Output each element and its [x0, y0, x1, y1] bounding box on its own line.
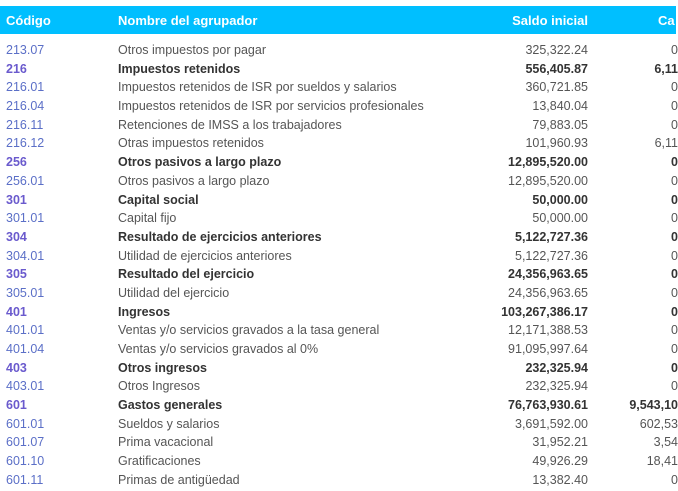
- row-saldo-inicial: 360,721.85: [525, 80, 588, 95]
- table-row[interactable]: [0, 210, 676, 229]
- row-name: Prima vacacional: [118, 435, 214, 450]
- row-code: 601.01: [6, 416, 45, 431]
- row-cargos: 0: [671, 472, 678, 487]
- row-code: 401.01: [6, 323, 45, 338]
- row-saldo-inicial: 5,122,727.36: [515, 229, 588, 244]
- row-saldo-inicial: 101,960.93: [525, 136, 588, 151]
- row-code: 305.01: [6, 285, 45, 300]
- row-name: Impuestos retenidos: [118, 61, 241, 76]
- row-cargos: 0: [671, 173, 678, 188]
- table-row[interactable]: [0, 416, 676, 435]
- row-code: 213.07: [6, 43, 45, 57]
- row-cargos: 0: [671, 248, 678, 263]
- row-name: Capital social: [118, 192, 199, 207]
- row-saldo-inicial: 24,356,963.65: [508, 285, 588, 300]
- row-code: 401: [6, 304, 27, 319]
- row-cargos: 18,41: [646, 454, 678, 469]
- row-saldo-inicial: 91,095,997.64: [508, 342, 588, 356]
- table-row[interactable]: [0, 98, 676, 117]
- column-header-nombre[interactable]: Nombre del agrupador: [118, 13, 258, 28]
- row-name: Gastos generales: [118, 398, 223, 413]
- table-row[interactable]: [0, 61, 676, 80]
- row-saldo-inicial: 556,405.87: [525, 61, 588, 76]
- row-cargos: 0: [671, 267, 678, 282]
- row-code: 301: [6, 192, 27, 207]
- table-row[interactable]: [0, 472, 676, 491]
- row-saldo-inicial: 31,952.21: [532, 435, 588, 450]
- row-saldo-inicial: 232,325.94: [525, 360, 588, 375]
- row-name: Ventas y/o servicios gravados a la tasa general: [118, 323, 380, 338]
- row-code: 601: [6, 398, 27, 413]
- row-saldo-inicial: 24,356,963.65: [508, 267, 588, 282]
- row-name: Gratificaciones: [118, 454, 201, 469]
- table-row[interactable]: [0, 79, 676, 98]
- table-row[interactable]: [0, 117, 676, 136]
- table-row[interactable]: [0, 453, 676, 472]
- row-name: Resultado del ejercicio: [118, 267, 255, 282]
- row-name: Otros Ingresos: [118, 379, 200, 394]
- row-name: Ingresos: [118, 304, 171, 319]
- row-code: 256: [6, 155, 27, 170]
- row-cargos: 0: [671, 379, 678, 394]
- table-row[interactable]: [0, 229, 676, 248]
- row-saldo-inicial: 3,691,592.00: [515, 416, 588, 431]
- row-cargos: 6,11: [654, 136, 678, 151]
- table-row[interactable]: [0, 378, 676, 397]
- row-code: 401.04: [6, 342, 45, 356]
- row-saldo-inicial: 13,840.04: [532, 99, 588, 114]
- row-saldo-inicial: 325,322.24: [525, 43, 588, 57]
- table-row[interactable]: [0, 266, 676, 285]
- row-name: Impuestos retenidos de ISR por servicios profesionales: [118, 99, 424, 114]
- row-cargos: 3,54: [653, 435, 678, 450]
- row-saldo-inicial: 49,926.29: [532, 454, 588, 469]
- row-name: Otros pasivos a largo plazo: [118, 173, 270, 188]
- row-cargos: 0: [671, 229, 678, 244]
- row-name: Sueldos y salarios: [118, 416, 220, 431]
- row-code: 304: [6, 229, 27, 244]
- row-saldo-inicial: 12,895,520.00: [508, 173, 588, 188]
- row-code: 304.01: [6, 248, 45, 263]
- row-name: Otros ingresos: [118, 360, 207, 375]
- table-row[interactable]: [0, 192, 676, 211]
- row-saldo-inicial: 13,382.40: [532, 472, 588, 487]
- row-name: Ventas y/o servicios gravados al 0%: [118, 342, 319, 356]
- row-name: Otras impuestos retenidos: [118, 136, 264, 151]
- table-row[interactable]: [0, 397, 676, 416]
- row-cargos: 0: [671, 99, 678, 114]
- row-saldo-inicial: 79,883.05: [532, 117, 588, 132]
- row-saldo-inicial: 76,763,930.61: [508, 398, 588, 413]
- table-body: [0, 42, 676, 491]
- table-row[interactable]: [0, 322, 676, 341]
- row-cargos: 9,543,10: [629, 398, 678, 413]
- row-name: Capital fijo: [118, 211, 177, 226]
- row-cargos: 6,11: [654, 61, 678, 76]
- table-row[interactable]: [0, 360, 676, 379]
- row-name: Primas de antigüedad: [118, 472, 240, 487]
- row-cargos: 0: [671, 360, 678, 375]
- row-name: Otros pasivos a largo plazo: [118, 155, 282, 170]
- row-cargos: 0: [671, 155, 678, 170]
- table-row[interactable]: [0, 285, 676, 304]
- table-row[interactable]: [0, 341, 676, 360]
- row-cargos: 0: [671, 43, 678, 57]
- row-name: Impuestos retenidos de ISR por sueldos y salarios: [118, 80, 397, 95]
- row-cargos: 0: [671, 342, 678, 356]
- row-code: 216.12: [6, 136, 45, 151]
- row-code: 403.01: [6, 379, 45, 394]
- column-header-cargos[interactable]: Ca: [658, 13, 675, 28]
- row-code: 601.07: [6, 435, 45, 450]
- table-row[interactable]: [0, 135, 676, 154]
- row-name: Utilidad del ejercicio: [118, 285, 230, 300]
- table-row[interactable]: [0, 304, 676, 323]
- row-cargos: 0: [671, 117, 678, 132]
- row-saldo-inicial: 12,171,388.53: [508, 323, 588, 338]
- row-code: 216: [6, 61, 27, 76]
- row-code: 601.10: [6, 454, 45, 469]
- column-header-saldo-inicial[interactable]: Saldo inicial: [512, 13, 588, 28]
- row-cargos: 0: [671, 304, 678, 319]
- row-cargos: 602,53: [639, 416, 678, 431]
- row-cargos: 0: [671, 192, 678, 207]
- row-name: Resultado de ejercicios anteriores: [118, 229, 322, 244]
- row-name: Retenciones de IMSS a los trabajadores: [118, 117, 342, 132]
- row-cargos: 0: [671, 285, 678, 300]
- row-code: 216.04: [6, 99, 45, 114]
- row-code: 301.01: [6, 211, 45, 226]
- table-row[interactable]: [0, 173, 676, 192]
- table-row[interactable]: [0, 42, 676, 61]
- row-name: Utilidad de ejercicios anteriores: [118, 248, 292, 263]
- row-code: 216.11: [6, 117, 44, 132]
- row-saldo-inicial: 12,895,520.00: [508, 155, 588, 170]
- row-saldo-inicial: 103,267,386.17: [501, 304, 588, 319]
- table-header: [0, 6, 676, 34]
- row-code: 305: [6, 267, 27, 282]
- row-code: 601.11: [6, 472, 44, 487]
- row-saldo-inicial: 50,000.00: [532, 192, 588, 207]
- table-row[interactable]: [0, 154, 676, 173]
- row-cargos: 0: [671, 211, 678, 226]
- table-row[interactable]: [0, 248, 676, 267]
- row-name: Otros impuestos por pagar: [118, 43, 266, 57]
- row-saldo-inicial: 232,325.94: [525, 379, 588, 394]
- row-code: 256.01: [6, 173, 45, 188]
- column-header-codigo[interactable]: Código: [6, 13, 51, 28]
- row-saldo-inicial: 5,122,727.36: [515, 248, 588, 263]
- row-cargos: 0: [671, 80, 678, 95]
- table-row[interactable]: [0, 434, 676, 453]
- row-code: 216.01: [6, 80, 45, 95]
- row-saldo-inicial: 50,000.00: [532, 211, 588, 226]
- row-cargos: 0: [671, 323, 678, 338]
- row-code: 403: [6, 360, 27, 375]
